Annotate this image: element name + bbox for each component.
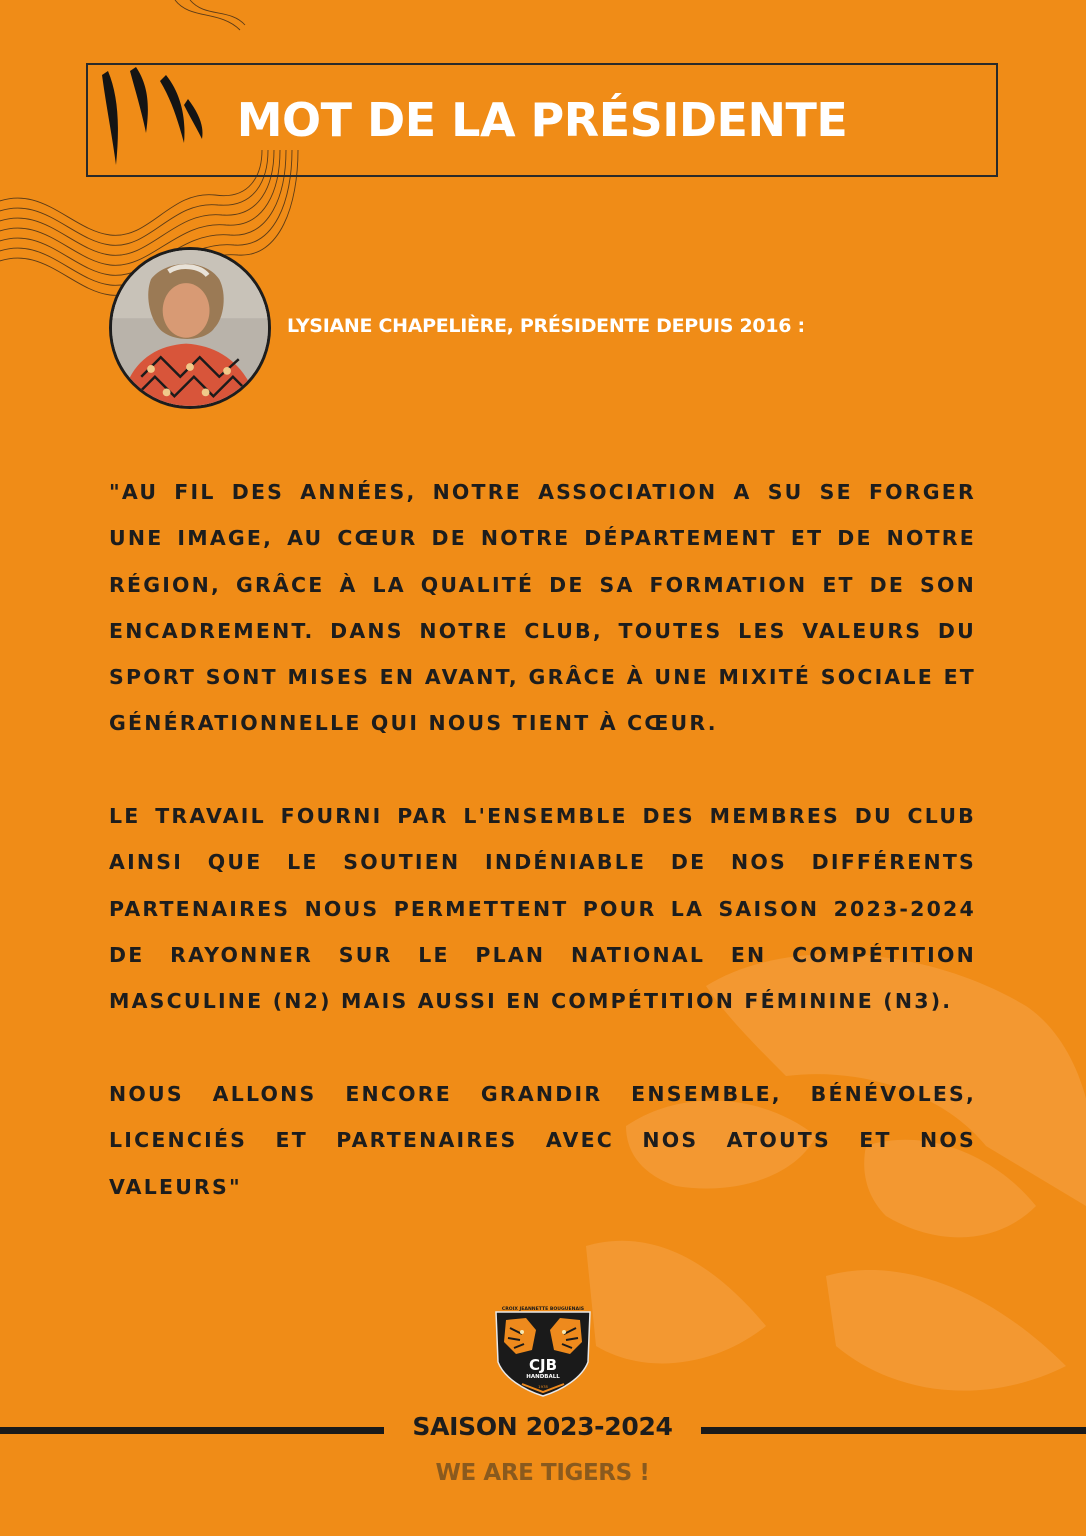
slogan: WE ARE TIGERS ! [435, 1460, 650, 1486]
footer-rule-left [0, 1427, 384, 1434]
portrait-image [112, 250, 268, 406]
quote-paragraph-3: NOUS ALLONS ENCORE GRANDIR ENSEMBLE, BÉNÉVOLES, LICENCIÉS ET PARTENAIRES AVEC NOS ATOUTS ET NOS VALEURS" [109, 1082, 976, 1199]
president-caption: LYSIANE CHAPELIÈRE, PRÉSIDENTE DEPUIS 2016 : [287, 315, 805, 337]
logo-sport: HANDBALL [526, 1374, 560, 1380]
page-title: MOT DE LA PRÉSIDENTE [236, 93, 848, 147]
quote-paragraph-2: LE TRAVAIL FOURNI PAR L'ENSEMBLE DES MEMBRES DU CLUB AINSI QUE LE SOUTIEN INDÉNIABLE DE NOS DIFFÉRENTS PARTENAIRES NOUS PERMETTENT POUR LA SAISON 2023-2024 DE RAYONNER SUR LE PLAN NATIONAL EN COMPÉTITION MASCULINE (N2) MAIS AUSSI EN COMPÉTITION FÉMININE (N3). [109, 804, 976, 1014]
season-label: SAISON 2023-2024 [412, 1412, 673, 1441]
logo-initials: CJB [528, 1356, 558, 1374]
club-logo [492, 1304, 594, 1398]
quote-paragraph-1: "AU FIL DES ANNÉES, NOTRE ASSOCIATION A SU SE FORGER UNE IMAGE, AU CŒUR DE NOTRE DÉPARTEMENT ET DE NOTRE RÉGION, GRÂCE À LA QUALITÉ DE SA FORMATION ET DE SON ENCADREMENT. DANS NOTRE CLUB, TOUTES LES VALEURS DU SPORT SONT MISES EN AVANT, GRÂCE À UNE MIXITÉ SOCIALE ET GÉNÉRATIONNELLE QUI NOUS TIENT À CŒUR. [109, 480, 976, 736]
title-box [86, 63, 998, 177]
logo-year: 1978 [538, 1384, 548, 1389]
president-photo [109, 247, 271, 409]
footer-rule-right [701, 1427, 1086, 1434]
logo-top-text: CROIX JEANNETTE BOUGUENAIS [501, 1307, 585, 1312]
